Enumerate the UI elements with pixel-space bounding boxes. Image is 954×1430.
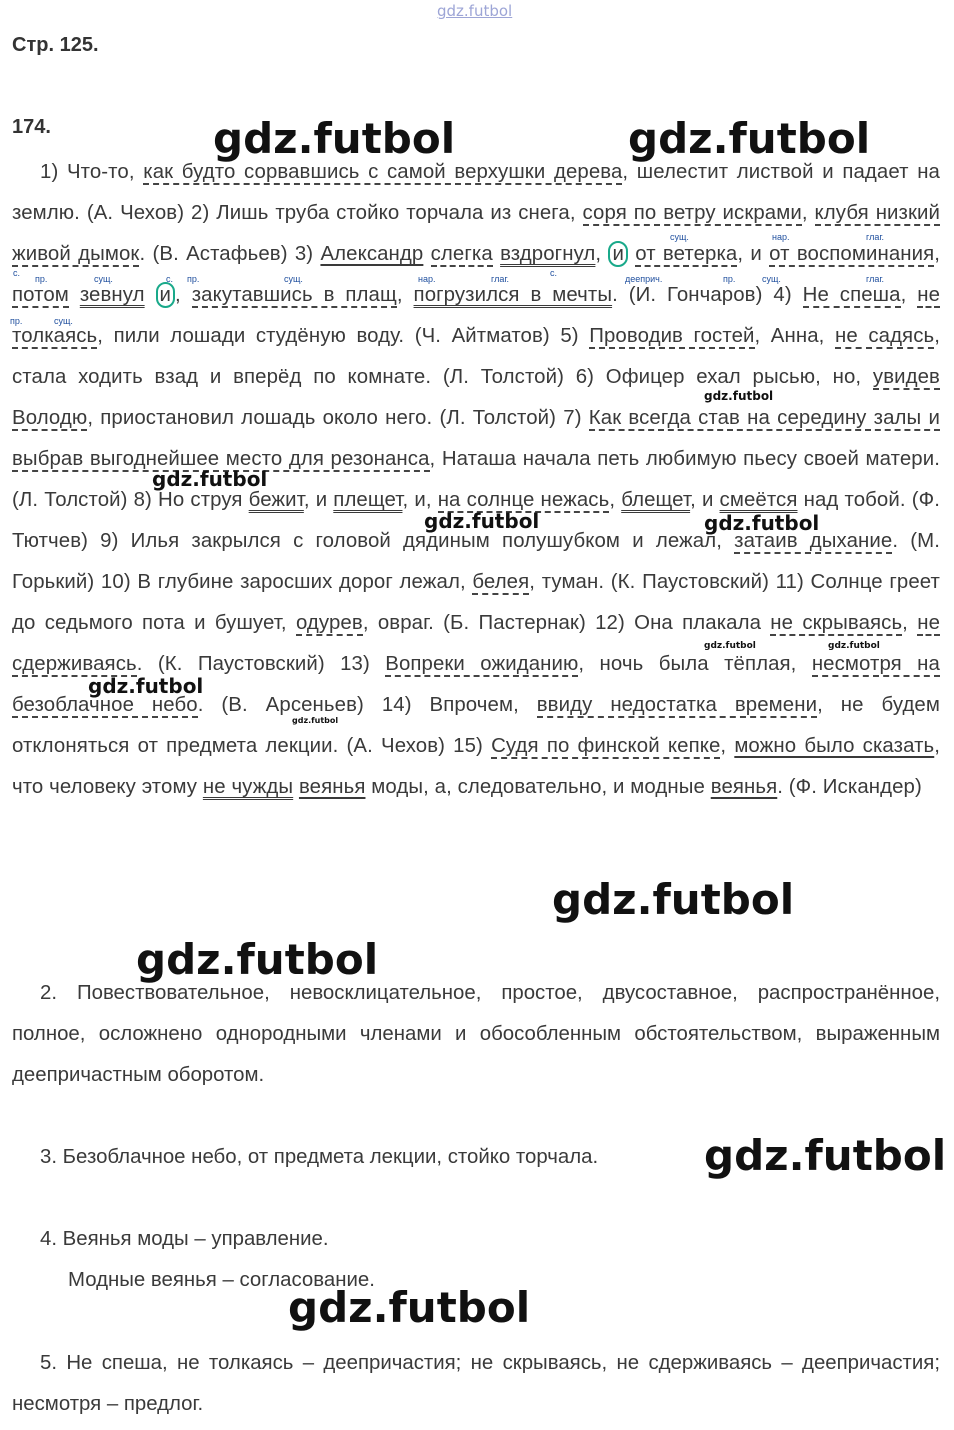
underlined-phrase: несмотря на безоблачное небо: [12, 653, 940, 716]
underlined-phrase: Проводив гостей: [589, 325, 755, 347]
watermark: gdz.futbol: [292, 716, 339, 725]
subject: веянья: [298, 776, 366, 798]
watermark: gdz.futbol: [628, 114, 871, 163]
pos-tag: пр.: [723, 274, 736, 284]
pos-tag: сущ.: [762, 274, 781, 284]
watermark: gdz.futbol: [704, 641, 756, 651]
predicate: не чужды: [202, 776, 294, 798]
answer-4: 4. Веянья моды – управление.: [40, 1228, 329, 1250]
predicate: блещет: [621, 489, 691, 511]
exercise-number: 174.: [12, 116, 51, 138]
watermark: gdz.futbol: [424, 509, 540, 533]
watermark: gdz.futbol: [704, 389, 774, 403]
watermark: gdz.futbol: [136, 935, 379, 984]
predicate: смеётся: [719, 489, 798, 511]
pos-tag: пр.: [187, 274, 200, 284]
watermark: gdz.futbol: [288, 1283, 531, 1332]
underlined-phrase: увидев Володю: [12, 366, 940, 429]
underlined-phrase: клубя низкий живой дымок: [12, 202, 941, 265]
underlined-phrase: не сдерживаясь: [12, 612, 941, 675]
predicate: погрузился в мечты: [413, 284, 613, 306]
watermark: gdz.futbol: [88, 674, 204, 698]
watermark: gdz.futbol: [704, 1131, 947, 1180]
conjunction-circled: и: [156, 282, 176, 308]
underlined-phrase: Как всегда став на середину залы и выбрав выгоднейшее место для резонанса: [12, 407, 940, 470]
underlined-phrase: соря по ветру искрами: [582, 202, 802, 224]
pos-tag: с.: [13, 268, 21, 278]
underlined-phrase: Не спеша: [802, 284, 901, 306]
answer-2: 2. Повествовательное, невосклицательное, простое, двусоставное, распространённое, полное, осложнено однородными членами и обособленным обстоятельством, выраженным деепричастным оборотом.: [12, 982, 940, 1086]
underlined-phrase: Судя по финской кепке: [491, 735, 721, 757]
pos-tag: пр.: [35, 274, 48, 284]
underlined-phrase: закутавшись в плащ: [191, 284, 397, 306]
underlined-phrase: не скрываясь: [770, 612, 903, 634]
predicate: вздрогнул: [500, 243, 596, 265]
answer-5: 5. Не спеша, не толкаясь – деепричастия; не скрываясь, не сдерживаясь – деепричастия; несмотря – предлог.: [12, 1352, 940, 1415]
conjunction-circled: и: [608, 241, 628, 267]
subject: веянья: [710, 776, 778, 798]
watermark: gdz.futbol: [552, 875, 795, 924]
underlined-phrase: можно было сказать: [734, 735, 935, 757]
predicate: плещет: [333, 489, 403, 511]
answer-3: 3. Безоблачное небо, от предмета лекции, стойко торчала.: [40, 1146, 599, 1168]
exercise-text: 1) Что-то, как будто сорвавшись с самой верхушки дерева, шелестит листвой и падает на землю. (А. Чехов) 2) Лишь труба стойко торчала из снега, соря по ветру искрами, клубя низкий живой дымок. (В. Астафьев) 3) Александр слегка вздрогнул, и от ветерка, и от воспоминания, потом зевнул и , закутавшись в плащ, погрузился в мечты. (И. Гончаров) 4) Не спеша, не толкаясь, пили лошади студёную воду. (Ч. Айтматов) 5) Проводив гостей, Анна, не садясь, стала ходить взад и вперёд по комнате. (Л. Толстой) 6) Офицер ехал рысью, но, увидев Володю, приостановил лошадь около него. (Л. Толстой) 7) Как всегда став на середину залы и выбрав выгоднейшее место для резонанса, Наташа начала петь любимую пьесу своей матери. (Л. Толстой) 8) Но струя бежит, и плещет, и, на солнце нежась, блещет, и смеётся над тобой. (Ф. Тютчев) 9) Илья закрылся с головой дядиным полушубком и лежал, затаив дыхание. (М. Горький) 10) В глубине заросших дорог лежал, белея, туман. (К. Паустовский) 11) Солнце греет до седьмого пота и бушует, одурев, овраг. (Б. Пастернак) 12) Она плакала не скрываясь, не сдерживаясь. (К. Паустовский) 13) Вопреки ожиданию, ночь была тёплая, несмотря на безоблачное небо. (В. Арсеньев) 14) Впрочем, ввиду недостатка времени, не будем отклоняться от предмета лекции. (А. Чехов) 15) Судя по финской кепке, можно было сказать, что человеку этому не чужды веянья моды, а, следовательно, и модные веянья. (Ф. Искандер): [12, 161, 941, 798]
pos-tag: сущ.: [284, 274, 303, 284]
pos-tag: сущ.: [670, 232, 689, 242]
underlined-phrase: ввиду недостатка времени: [536, 694, 818, 716]
underlined-phrase: от ветерка: [635, 243, 738, 265]
underlined-phrase: не толкаясь: [12, 284, 941, 347]
predicate: бежит: [248, 489, 304, 511]
pos-tag: сущ.: [94, 274, 113, 284]
watermark: gdz.futbol: [704, 511, 820, 535]
pos-tag: нар.: [418, 274, 436, 284]
answer-4-line-2: Модные веянья – согласование.: [68, 1269, 375, 1291]
underlined-phrase: не садясь: [834, 325, 935, 347]
pos-tag: пр.: [10, 316, 23, 326]
underlined-phrase: Вопреки ожиданию: [385, 653, 579, 675]
pos-tag: глаг.: [866, 232, 885, 242]
pos-tag: глаг.: [866, 274, 885, 284]
underlined-phrase: на солнце нежась: [437, 489, 610, 511]
pos-tag: сущ.: [54, 316, 73, 326]
underlined-phrase: белея: [472, 571, 530, 593]
subject: Александр: [320, 243, 424, 265]
pos-tag: с.: [166, 274, 174, 284]
watermark: gdz.futbol: [828, 641, 880, 651]
pos-tag: нар.: [772, 232, 790, 242]
predicate: зевнул: [79, 284, 145, 306]
adverb: потом: [12, 284, 69, 306]
watermark-top: gdz.futbol: [437, 2, 513, 20]
pos-tag: глаг.: [491, 274, 510, 284]
underlined-phrase: затаив дыхание: [734, 530, 893, 552]
watermark: gdz.futbol: [152, 467, 268, 491]
underlined-phrase: одурев: [295, 612, 363, 634]
underlined-phrase: как будто сорвавшись с самой верхушки дерева: [143, 161, 623, 183]
underlined-phrase: от воспоминания: [769, 243, 935, 265]
pos-tag: дееприч.: [625, 274, 663, 284]
adverb: слегка: [430, 243, 493, 265]
pos-tag: с.: [550, 268, 558, 278]
page-label: Стр. 125.: [12, 34, 99, 56]
watermark: gdz.futbol: [213, 114, 456, 163]
